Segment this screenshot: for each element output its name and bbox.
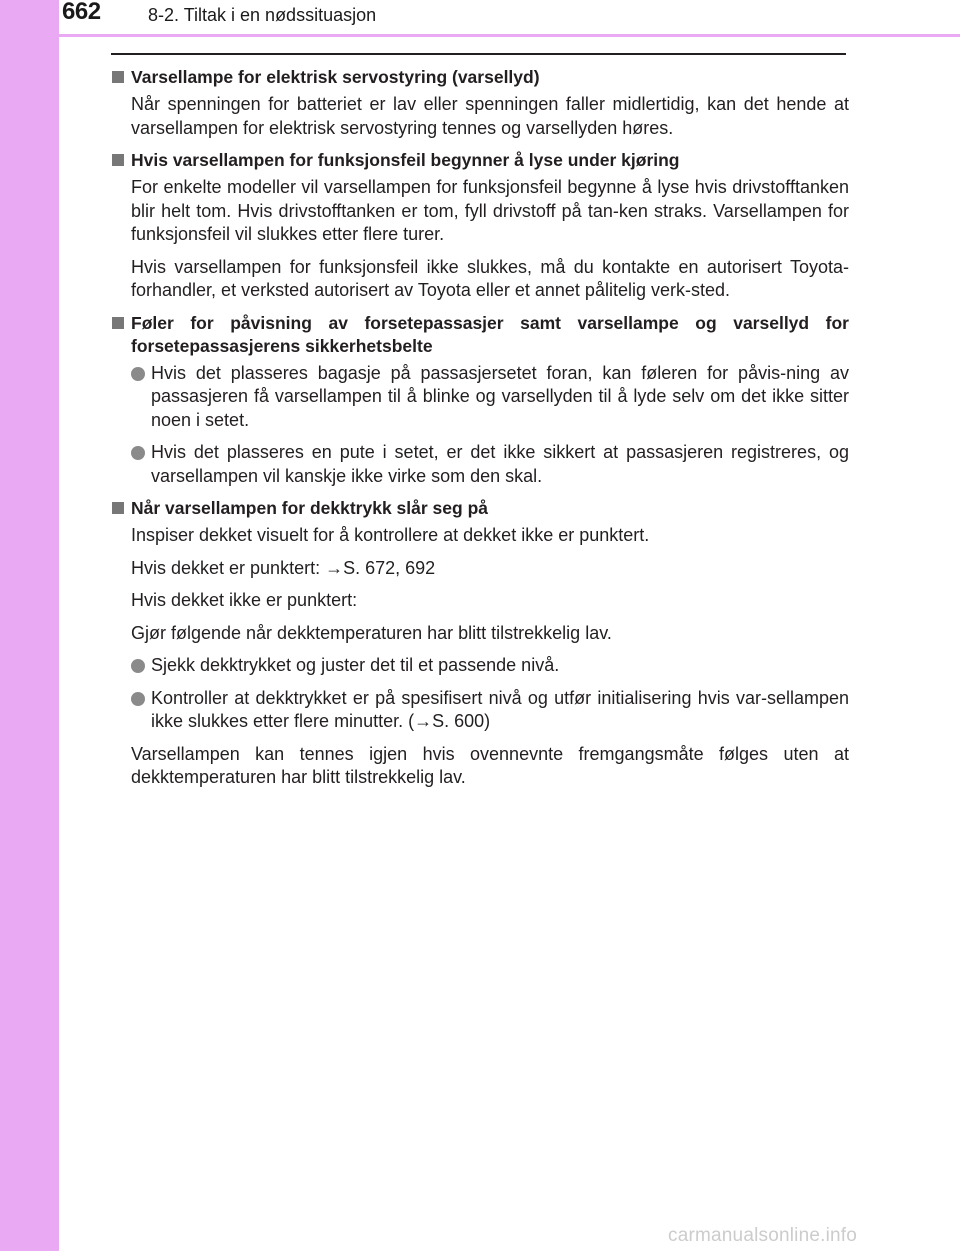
section-tire-pressure — [109, 497, 849, 790]
paragraph: For enkelte modeller vil varsellampen for funksjonsfeil begynne å lyse hvis drivstofftanken blir helt tom. Hvis drivstofftanken er tom, fyll drivstoff på tan-ken straks. Varsellampen for funksjonsfeil vil slukkes etter flere turer. — [131, 177, 849, 244]
circle-bullet-icon — [131, 692, 145, 706]
list-item: Kontroller at dekktrykket er på spesifisert nivå og utfør initialisering hvis var-sellampen ikke slukkes etter flere minutter. (→S. 600) — [109, 687, 849, 734]
chapter-title: 8-2. Tiltak i en nødssituasjon — [148, 5, 377, 25]
square-bullet-icon — [112, 502, 124, 514]
watermark: carmanualsonline.info — [668, 1225, 858, 1246]
paragraph: Varsellampen kan tennes igjen hvis ovennevnte fremgangsmåte følges uten at dekktemperaturen har blitt tilstrekkelig lav. — [131, 743, 849, 787]
section-heading: Hvis varsellampen for funksjonsfeil begynner å lyse under kjøring — [109, 149, 849, 172]
circle-bullet-icon — [131, 659, 145, 673]
page-number: 662 — [62, 0, 101, 25]
circle-bullet-icon — [131, 367, 145, 381]
list-item: Sjekk dekktrykket og juster det til et passende nivå. — [109, 654, 849, 678]
paragraph: Hvis varsellampen for funksjonsfeil ikke slukkes, må du kontakte en autorisert Toyota-forhandler, et verksted autorisert av Toyota eller et annet pålitelig verk-sted. — [131, 256, 849, 300]
section-power-steering — [109, 66, 849, 140]
square-bullet-icon — [112, 317, 124, 329]
page-side-band — [0, 0, 59, 1251]
page-content — [109, 66, 849, 799]
list-item: Hvis det plasseres en pute i setet, er det ikke sikkert at passasjeren registreres, og varsellampen vil kanskje ikke virke som den skal. — [109, 441, 849, 488]
section-heading: Føler for påvisning av forsetepassasjer samt varsellampe og varsellyd for forsetepassasjerens sikkerhetsbelte — [109, 312, 849, 358]
paragraph: Når spenningen for batteriet er lav eller spenningen faller midlertidig, kan det hende at varsellampen for elektrisk servostyring tennes og varsellyden høres. — [131, 94, 849, 138]
page-top-band — [0, 0, 960, 37]
section-heading: Varsellampe for elektrisk servostyring (varsellyd) — [109, 66, 849, 89]
paragraph: Gjør følgende når dekktemperaturen har blitt tilstrekkelig lav. — [131, 622, 612, 643]
square-bullet-icon — [112, 154, 124, 166]
circle-bullet-icon — [131, 446, 145, 460]
section-passenger-sensor — [109, 312, 849, 489]
list-item: Hvis det plasseres bagasje på passasjersetet foran, kan føleren for påvis-ning av passasjeren få varsellampen til å blinke og varsellyden til å lyde selv om det ikke sitter noen i setet. — [109, 362, 849, 433]
section-malfunction-lamp — [109, 149, 849, 303]
paragraph: Hvis dekket ikke er punktert: — [131, 590, 358, 610]
paragraph: Inspiser dekket visuelt for å kontrollere at dekket ikke er punktert. — [131, 525, 650, 545]
header-divider — [111, 53, 846, 55]
section-heading: Når varsellampen for dekktrykk slår seg på — [109, 497, 849, 520]
square-bullet-icon — [112, 71, 124, 83]
paragraph: Hvis dekket er punktert: →S. 672, 692 — [131, 557, 436, 578]
